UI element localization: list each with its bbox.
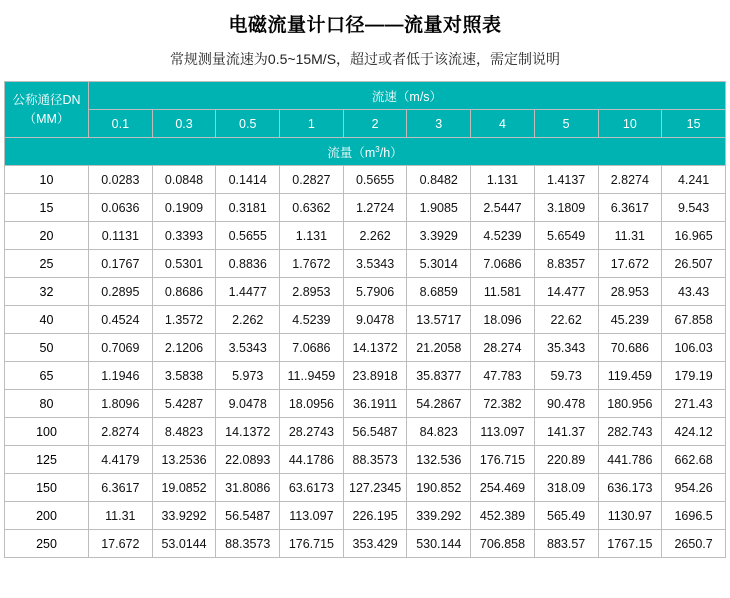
cell-flow-value: 19.0852: [152, 474, 216, 502]
cell-flow-value: 1767.15: [598, 530, 662, 558]
cell-flow-value: 441.786: [598, 446, 662, 474]
page-subtitle: 常规测量流速为0.5~15M/S，超过或者低于该流速，需定制说明: [169, 51, 561, 67]
cell-nominal-diameter: 200: [5, 502, 89, 530]
cell-nominal-diameter: 32: [5, 278, 89, 306]
cell-flow-value: 3.5838: [152, 362, 216, 390]
cell-flow-value: 53.0144: [152, 530, 216, 558]
table-row: [5, 390, 726, 418]
cell-flow-value: 2.262: [343, 222, 407, 250]
cell-flow-value: 43.43: [662, 278, 726, 306]
cell-flow-value: 44.1786: [280, 446, 344, 474]
header-nominal-diameter: [5, 82, 89, 138]
cell-flow-value: 56.5487: [343, 418, 407, 446]
cell-flow-value: 14.477: [534, 278, 598, 306]
table-row: [5, 306, 726, 334]
cell-flow-value: 565.49: [534, 502, 598, 530]
cell-flow-value: 54.2867: [407, 390, 471, 418]
cell-nominal-diameter: 15: [5, 194, 89, 222]
cell-flow-value: 11.31: [598, 222, 662, 250]
cell-flow-value: 2.8953: [280, 278, 344, 306]
cell-flow-value: 2650.7: [662, 530, 726, 558]
cell-flow-value: 3.1809: [534, 194, 598, 222]
cell-flow-value: 7.0686: [471, 250, 535, 278]
cell-flow-value: 4.241: [662, 166, 726, 194]
cell-flow-value: 1.4477: [216, 278, 280, 306]
cell-flow-value: 0.2827: [280, 166, 344, 194]
cell-flow-value: 28.2743: [280, 418, 344, 446]
cell-flow-value: 88.3573: [216, 530, 280, 558]
cell-flow-value: 84.823: [407, 418, 471, 446]
cell-flow-value: 113.097: [471, 418, 535, 446]
cell-flow-value: 530.144: [407, 530, 471, 558]
cell-flow-value: 21.2058: [407, 334, 471, 362]
cell-flow-value: 8.8357: [534, 250, 598, 278]
cell-flow-value: 47.783: [471, 362, 535, 390]
table-row: [5, 474, 726, 502]
cell-flow-value: 14.1372: [343, 334, 407, 362]
cell-flow-value: 106.03: [662, 334, 726, 362]
header-speed-5: 3: [407, 110, 471, 138]
cell-flow-value: 4.5239: [280, 306, 344, 334]
cell-flow-value: 0.8836: [216, 250, 280, 278]
cell-flow-value: 1.3572: [152, 306, 216, 334]
table-row: [5, 446, 726, 474]
cell-flow-value: 0.5655: [216, 222, 280, 250]
cell-flow-value: 3.5343: [216, 334, 280, 362]
header-nominal-diameter-line1: 公称通径DN: [12, 93, 81, 108]
cell-flow-value: 13.5717: [407, 306, 471, 334]
cell-nominal-diameter: 65: [5, 362, 89, 390]
cell-flow-value: 72.382: [471, 390, 535, 418]
cell-flow-value: 16.965: [662, 222, 726, 250]
cell-flow-value: 0.6362: [280, 194, 344, 222]
cell-nominal-diameter: 25: [5, 250, 89, 278]
table-row: [5, 222, 726, 250]
cell-flow-value: 636.173: [598, 474, 662, 502]
cell-flow-value: 1.131: [471, 166, 535, 194]
cell-flow-value: 3.3929: [407, 222, 471, 250]
cell-flow-value: 226.195: [343, 502, 407, 530]
cell-flow-value: 1.2724: [343, 194, 407, 222]
cell-flow-value: 45.239: [598, 306, 662, 334]
cell-flow-value: 282.743: [598, 418, 662, 446]
cell-flow-value: 0.1767: [89, 250, 153, 278]
cell-flow-value: 18.0956: [280, 390, 344, 418]
cell-flow-value: 6.3617: [598, 194, 662, 222]
cell-flow-value: 0.1909: [152, 194, 216, 222]
cell-flow-value: 23.8918: [343, 362, 407, 390]
header-speed-2: 0.5: [216, 110, 280, 138]
cell-flow-value: 26.507: [662, 250, 726, 278]
table-row: [5, 502, 726, 530]
cell-flow-value: 5.7906: [343, 278, 407, 306]
cell-flow-value: 8.6859: [407, 278, 471, 306]
header-speed-9: 15: [662, 110, 726, 138]
table-row: [5, 418, 726, 446]
cell-flow-value: 63.6173: [280, 474, 344, 502]
cell-flow-value: 954.26: [662, 474, 726, 502]
cell-flow-value: 141.37: [534, 418, 598, 446]
cell-flow-value: 8.4823: [152, 418, 216, 446]
cell-flow-value: 4.5239: [471, 222, 535, 250]
cell-flow-value: 9.0478: [343, 306, 407, 334]
cell-flow-value: 883.57: [534, 530, 598, 558]
table-row: [5, 278, 726, 306]
cell-flow-value: 2.8274: [89, 418, 153, 446]
cell-flow-value: 11.31: [89, 502, 153, 530]
cell-flow-value: 452.389: [471, 502, 535, 530]
table-row: [5, 530, 726, 558]
cell-flow-value: 220.89: [534, 446, 598, 474]
cell-flow-value: 35.343: [534, 334, 598, 362]
cell-flow-value: 113.097: [280, 502, 344, 530]
cell-flow-value: 132.536: [407, 446, 471, 474]
cell-flow-value: 2.1206: [152, 334, 216, 362]
cell-flow-value: 90.478: [534, 390, 598, 418]
cell-flow-value: 2.8274: [598, 166, 662, 194]
header-flow-rate-suffix: /h）: [379, 145, 403, 160]
cell-flow-value: 706.858: [471, 530, 535, 558]
table-header-row-columns: [5, 110, 726, 138]
table-body: [5, 166, 726, 558]
cell-flow-value: 18.096: [471, 306, 535, 334]
header-speed-3: 1: [280, 110, 344, 138]
header-flow-rate-prefix: 流量（m: [327, 145, 376, 160]
header-speed-1: 0.3: [152, 110, 216, 138]
cell-flow-value: 5.6549: [534, 222, 598, 250]
cell-flow-value: 5.973: [216, 362, 280, 390]
cell-flow-value: 13.2536: [152, 446, 216, 474]
cell-flow-value: 1.7672: [280, 250, 344, 278]
cell-nominal-diameter: 250: [5, 530, 89, 558]
cell-flow-value: 1.9085: [407, 194, 471, 222]
cell-flow-value: 36.1911: [343, 390, 407, 418]
cell-flow-value: 9.543: [662, 194, 726, 222]
cell-nominal-diameter: 80: [5, 390, 89, 418]
table-header-row-flow: [5, 138, 726, 166]
cell-flow-value: 2.262: [216, 306, 280, 334]
cell-flow-value: 11..9459: [280, 362, 344, 390]
cell-flow-value: 70.686: [598, 334, 662, 362]
cell-nominal-diameter: 20: [5, 222, 89, 250]
header-nominal-diameter-line2: （MM）: [23, 111, 70, 126]
header-flow-velocity: 流速（m/s）: [89, 82, 726, 110]
cell-flow-value: 0.5655: [343, 166, 407, 194]
header-speed-0: 0.1: [89, 110, 153, 138]
cell-flow-value: 17.672: [89, 530, 153, 558]
cell-flow-value: 0.0848: [152, 166, 216, 194]
cell-flow-value: 0.1131: [89, 222, 153, 250]
cell-flow-value: 190.852: [407, 474, 471, 502]
cell-flow-value: 0.0636: [89, 194, 153, 222]
page-title: 电磁流量计口径——流量对照表: [228, 15, 502, 36]
cell-flow-value: 1.4137: [534, 166, 598, 194]
cell-flow-value: 4.4179: [89, 446, 153, 474]
cell-flow-value: 179.19: [662, 362, 726, 390]
table-row: [5, 250, 726, 278]
cell-flow-value: 35.8377: [407, 362, 471, 390]
cell-nominal-diameter: 150: [5, 474, 89, 502]
cell-flow-value: 0.3393: [152, 222, 216, 250]
header-speed-8: 10: [598, 110, 662, 138]
cell-flow-value: 0.8482: [407, 166, 471, 194]
table-header-row-speed: [5, 82, 726, 110]
header-flow-rate: [5, 138, 726, 166]
cell-flow-value: 17.672: [598, 250, 662, 278]
cell-flow-value: 0.8686: [152, 278, 216, 306]
flow-comparison-table: [4, 81, 726, 558]
cell-flow-value: 0.4524: [89, 306, 153, 334]
cell-flow-value: 119.459: [598, 362, 662, 390]
cell-flow-value: 0.5301: [152, 250, 216, 278]
table-row: [5, 194, 726, 222]
cell-flow-value: 127.2345: [343, 474, 407, 502]
header-speed-4: 2: [343, 110, 407, 138]
cell-nominal-diameter: 10: [5, 166, 89, 194]
cell-flow-value: 3.5343: [343, 250, 407, 278]
cell-flow-value: 353.429: [343, 530, 407, 558]
cell-flow-value: 0.3181: [216, 194, 280, 222]
header-speed-6: 4: [471, 110, 535, 138]
cell-flow-value: 0.2895: [89, 278, 153, 306]
cell-flow-value: 2.5447: [471, 194, 535, 222]
cell-flow-value: 176.715: [471, 446, 535, 474]
cell-flow-value: 1.131: [280, 222, 344, 250]
cell-flow-value: 5.4287: [152, 390, 216, 418]
header-flow-rate-exponent: 3: [375, 144, 380, 154]
cell-flow-value: 88.3573: [343, 446, 407, 474]
cell-flow-value: 1.1946: [89, 362, 153, 390]
cell-flow-value: 318.09: [534, 474, 598, 502]
page-container: [0, 10, 730, 598]
cell-flow-value: 5.3014: [407, 250, 471, 278]
cell-flow-value: 28.953: [598, 278, 662, 306]
cell-flow-value: 0.7069: [89, 334, 153, 362]
header-speed-7: 5: [534, 110, 598, 138]
table-head: [5, 82, 726, 166]
cell-flow-value: 22.0893: [216, 446, 280, 474]
table-row: [5, 362, 726, 390]
cell-flow-value: 9.0478: [216, 390, 280, 418]
cell-flow-value: 254.469: [471, 474, 535, 502]
cell-flow-value: 662.68: [662, 446, 726, 474]
cell-flow-value: 1.8096: [89, 390, 153, 418]
cell-nominal-diameter: 125: [5, 446, 89, 474]
cell-flow-value: 22.62: [534, 306, 598, 334]
cell-flow-value: 6.3617: [89, 474, 153, 502]
cell-flow-value: 67.858: [662, 306, 726, 334]
cell-nominal-diameter: 50: [5, 334, 89, 362]
cell-flow-value: 59.73: [534, 362, 598, 390]
cell-flow-value: 339.292: [407, 502, 471, 530]
cell-flow-value: 0.0283: [89, 166, 153, 194]
cell-nominal-diameter: 40: [5, 306, 89, 334]
cell-flow-value: 1696.5: [662, 502, 726, 530]
cell-flow-value: 7.0686: [280, 334, 344, 362]
cell-flow-value: 424.12: [662, 418, 726, 446]
cell-flow-value: 1130.97: [598, 502, 662, 530]
table-row: [5, 334, 726, 362]
cell-flow-value: 28.274: [471, 334, 535, 362]
cell-flow-value: 271.43: [662, 390, 726, 418]
table-row: [5, 166, 726, 194]
cell-flow-value: 33.9292: [152, 502, 216, 530]
cell-flow-value: 180.956: [598, 390, 662, 418]
cell-flow-value: 176.715: [280, 530, 344, 558]
cell-flow-value: 31.8086: [216, 474, 280, 502]
cell-flow-value: 0.1414: [216, 166, 280, 194]
cell-flow-value: 14.1372: [216, 418, 280, 446]
cell-nominal-diameter: 100: [5, 418, 89, 446]
cell-flow-value: 11.581: [471, 278, 535, 306]
cell-flow-value: 56.5487: [216, 502, 280, 530]
